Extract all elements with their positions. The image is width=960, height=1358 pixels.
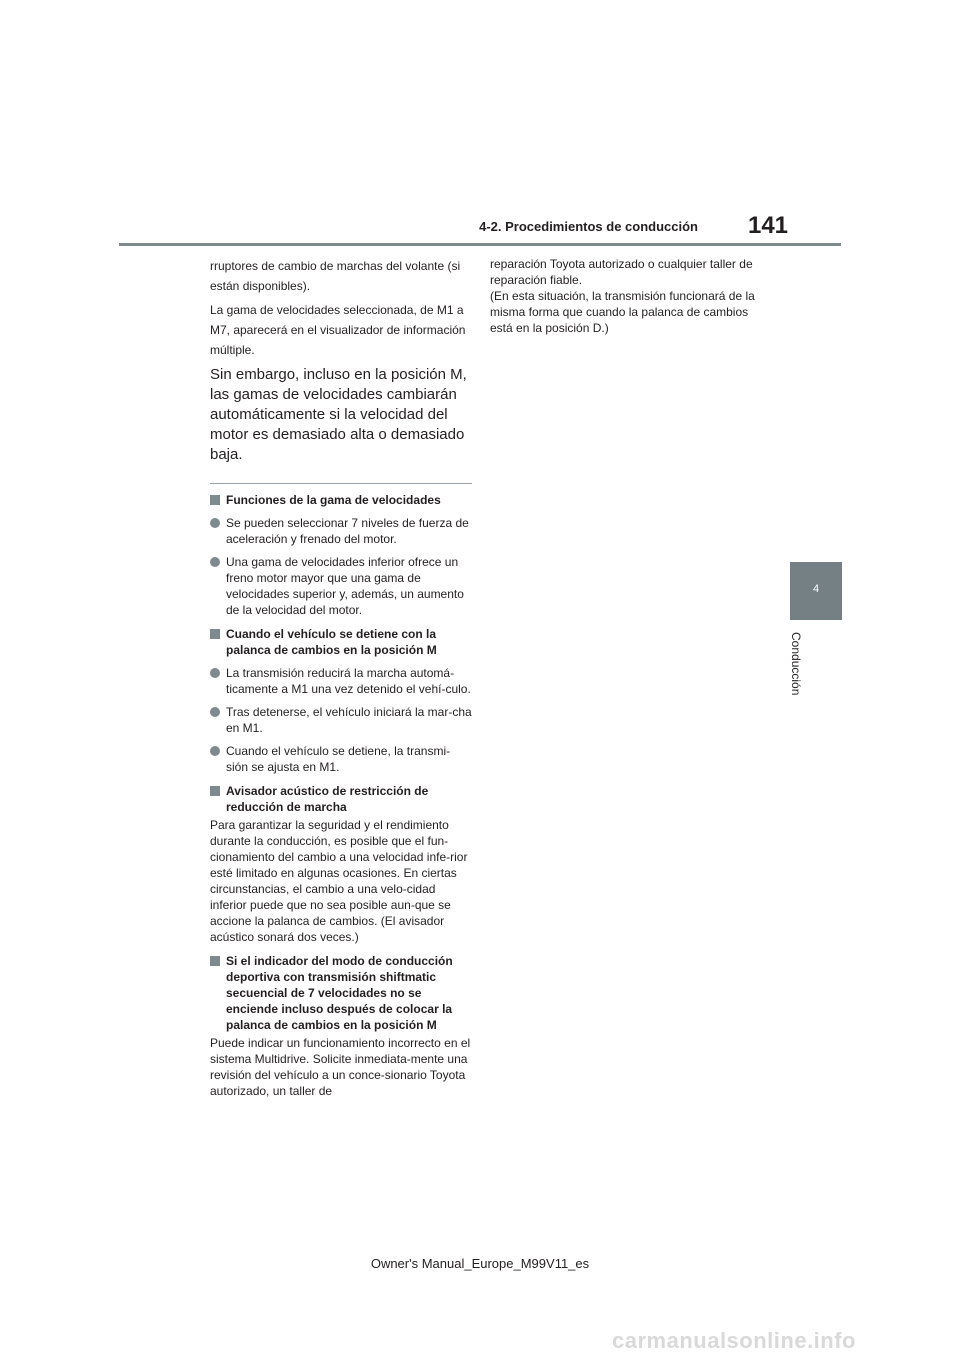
heading-speed-range-functions bbox=[210, 492, 472, 508]
header-rule bbox=[119, 243, 841, 246]
heading-text: Funciones de la gama de velocidades bbox=[226, 493, 441, 507]
intro-paragraph-2: La gama de velocidades seleccionada, de M1 a M7, aparecerá en el visualizador de información múltiple. bbox=[210, 303, 466, 357]
square-bullet-icon bbox=[210, 786, 220, 796]
circle-bullet-icon bbox=[210, 746, 220, 756]
circle-bullet-icon bbox=[210, 668, 220, 678]
list-item-text: La transmisión reducirá la marcha automá-ticamente a M1 una vez detenido el vehí-culo. bbox=[226, 666, 471, 696]
list-item-text: Una gama de velocidades inferior ofrece un freno motor mayor que una gama de velocidades superior y, además, un aumento de la velocidad del motor. bbox=[226, 555, 464, 617]
right-column bbox=[490, 256, 760, 336]
circle-bullet-icon bbox=[210, 518, 220, 528]
body-paragraph: Para garantizar la seguridad y el rendimiento durante la conducción, es posible que el fun-cionamiento del cambio a una velocidad infe-rior esté limitado en algunas ocasiones. En ciertas circunstancias, el cambio a una velo-cidad inferior puede que no sea posible aun-que se accione la palanca de cambios. (El avisador acústico sonará dos veces.) bbox=[210, 818, 468, 944]
list-item bbox=[210, 515, 472, 547]
square-bullet-icon bbox=[210, 956, 220, 966]
list-item bbox=[210, 665, 472, 697]
intro-paragraph-large: Sin embargo, incluso en la posición M, las gamas de velocidades cambiarán automáticamente si la velocidad del motor es demasiado alta o demasiado baja. bbox=[210, 366, 467, 463]
list-item bbox=[210, 704, 472, 736]
list-item-text: Tras detenerse, el vehículo iniciará la mar-cha en M1. bbox=[226, 705, 472, 735]
chapter-number: 4 bbox=[812, 583, 820, 595]
square-bullet-icon bbox=[210, 629, 220, 639]
continuation-paragraph-1: reparación Toyota autorizado o cualquier taller de reparación fiable. bbox=[490, 257, 753, 287]
page-number: 141 bbox=[747, 212, 789, 239]
left-column bbox=[210, 256, 472, 1099]
continuation-paragraph-2: (En esta situación, la transmisión funcionará de la misma forma que cuando la palanca de cambios está en la posición D.) bbox=[490, 289, 755, 335]
section-title: 4-2. Procedimientos de conducción bbox=[479, 219, 698, 234]
list-item bbox=[210, 554, 472, 618]
list-item bbox=[210, 743, 472, 775]
heading-text: Cuando el vehículo se detiene con la palanca de cambios en la posición M bbox=[226, 627, 437, 657]
body-paragraph: Puede indicar un funcionamiento incorrecto en el sistema Multidrive. Solicite inmediata-mente una revisión del vehículo a un conce-sionario Toyota autorizado, un taller de bbox=[210, 1036, 471, 1098]
watermark-text: carmanualsonline.info bbox=[612, 1328, 856, 1353]
list-item-text: Cuando el vehículo se detiene, la transmi-sión se ajusta en M1. bbox=[226, 744, 451, 774]
list-item-text: Se pueden seleccionar 7 niveles de fuerza de aceleración y frenado del motor. bbox=[226, 516, 469, 546]
footer-text: Owner's Manual_Europe_M99V11_es bbox=[370, 1256, 590, 1271]
section-divider bbox=[210, 483, 472, 484]
circle-bullet-icon bbox=[210, 707, 220, 717]
heading-text: Si el indicador del modo de conducción deportiva con transmisión shiftmatic secuencial de 7 velocidades no se enciende incluso después de colocar la palanca de cambios en la posición M bbox=[226, 954, 453, 1032]
square-bullet-icon bbox=[210, 495, 220, 505]
heading-sport-mode-indicator bbox=[210, 953, 472, 1033]
intro-paragraph-1: rruptores de cambio de marchas del volante (si están disponibles). bbox=[210, 259, 461, 293]
heading-vehicle-stops-m bbox=[210, 626, 472, 658]
heading-downshift-buzzer bbox=[210, 783, 472, 815]
circle-bullet-icon bbox=[210, 557, 220, 567]
chapter-label: Conducción bbox=[789, 632, 803, 696]
heading-text: Avisador acústico de restricción de reducción de marcha bbox=[226, 784, 429, 814]
